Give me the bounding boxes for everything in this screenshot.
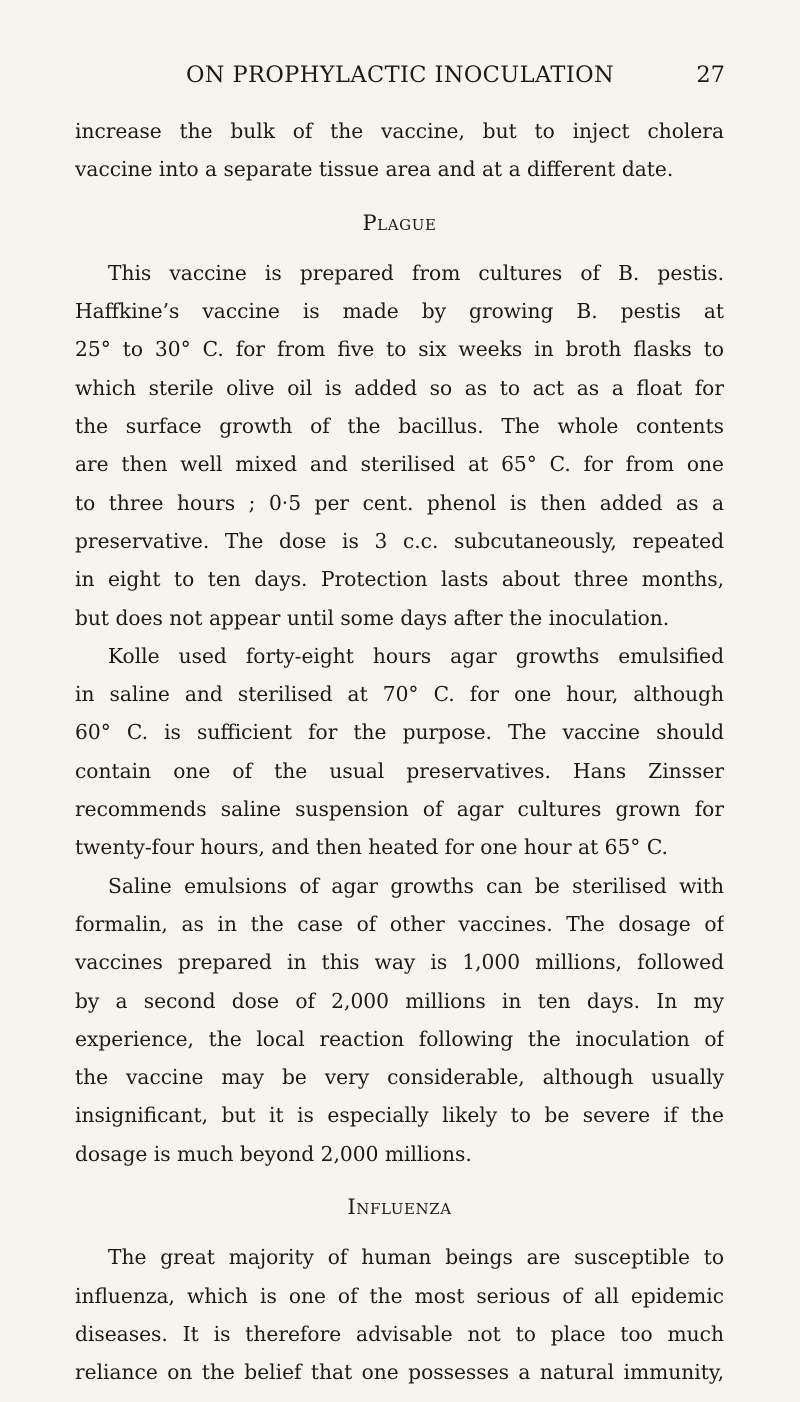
text-line: contain one of the usual preservatives. Hans Zinsser (75, 758, 724, 783)
text-line: but does not appear until some days after the inoculation. (75, 605, 670, 630)
text-line: in saline and sterilised at 70° C. for one hour, although (75, 682, 724, 707)
text-line: reliance on the belief that one possesses a natural immunity, (75, 1360, 724, 1385)
text-line: vaccines prepared in this way is 1,000 millions, followed (75, 950, 724, 975)
text-line: the vaccine may be very considerable, although usually (75, 1065, 724, 1090)
text-line: which sterile olive oil is added so as to act as a float for (75, 375, 724, 400)
running-head (75, 62, 725, 92)
text-line: 25° to 30° C. for from five to six weeks in broth flasks to (75, 337, 724, 362)
section-heading-influenza: Influenza (347, 1195, 452, 1220)
text-line: influenza, which is one of the most serious of all epidemic (75, 1283, 724, 1308)
body-text (75, 112, 724, 1392)
text-line: recommends saline suspension of agar cultures grown for (75, 797, 724, 822)
text-line: the surface growth of the bacillus. The whole contents (75, 414, 724, 439)
text-line: This vaccine is prepared from cultures of B. pestis. (108, 260, 724, 285)
running-title: ON PROPHYLACTIC INOCULATION (185, 62, 615, 88)
text-line: in eight to ten days. Protection lasts about three months, (75, 567, 724, 592)
text-line: preservative. The dose is 3 c.c. subcutaneously, repeated (75, 528, 724, 553)
text-line: by a second dose of 2,000 millions in ten days. In my (75, 988, 724, 1013)
text-line: Haffkine’s vaccine is made by growing B. pestis at (75, 299, 724, 324)
section-heading-plague: Plague (362, 210, 437, 235)
text-line: diseases. It is therefore advisable not to place too much (75, 1321, 724, 1346)
text-line: increase the bulk of the vaccine, but to inject cholera (75, 119, 724, 143)
text-line: dosage is much beyond 2,000 millions. (75, 1141, 472, 1166)
text-line: vaccine into a separate tissue area and at a different date. (75, 157, 674, 182)
text-line: Kolle used forty-eight hours agar growths emulsified (108, 643, 724, 668)
text-line: insignificant, but it is especially likely to be severe if the (75, 1103, 724, 1128)
text-line: twenty-four hours, and then heated for one hour at 65° C. (75, 835, 668, 860)
text-line: experience, the local reaction following the inoculation of (75, 1026, 724, 1051)
page-number: 27 (696, 62, 725, 88)
text-line: The great majority of human beings are susceptible to (108, 1245, 724, 1270)
text-line: to three hours ; 0·5 per cent. phenol is then added as a (75, 490, 724, 515)
text-line: formalin, as in the case of other vaccines. The dosage of (75, 911, 724, 936)
text-line: Saline emulsions of agar growths can be sterilised with (108, 873, 724, 898)
text-line: 60° C. is sufficient for the purpose. The vaccine should (75, 720, 724, 745)
text-line: are then well mixed and sterilised at 65° C. for from one (75, 452, 724, 477)
